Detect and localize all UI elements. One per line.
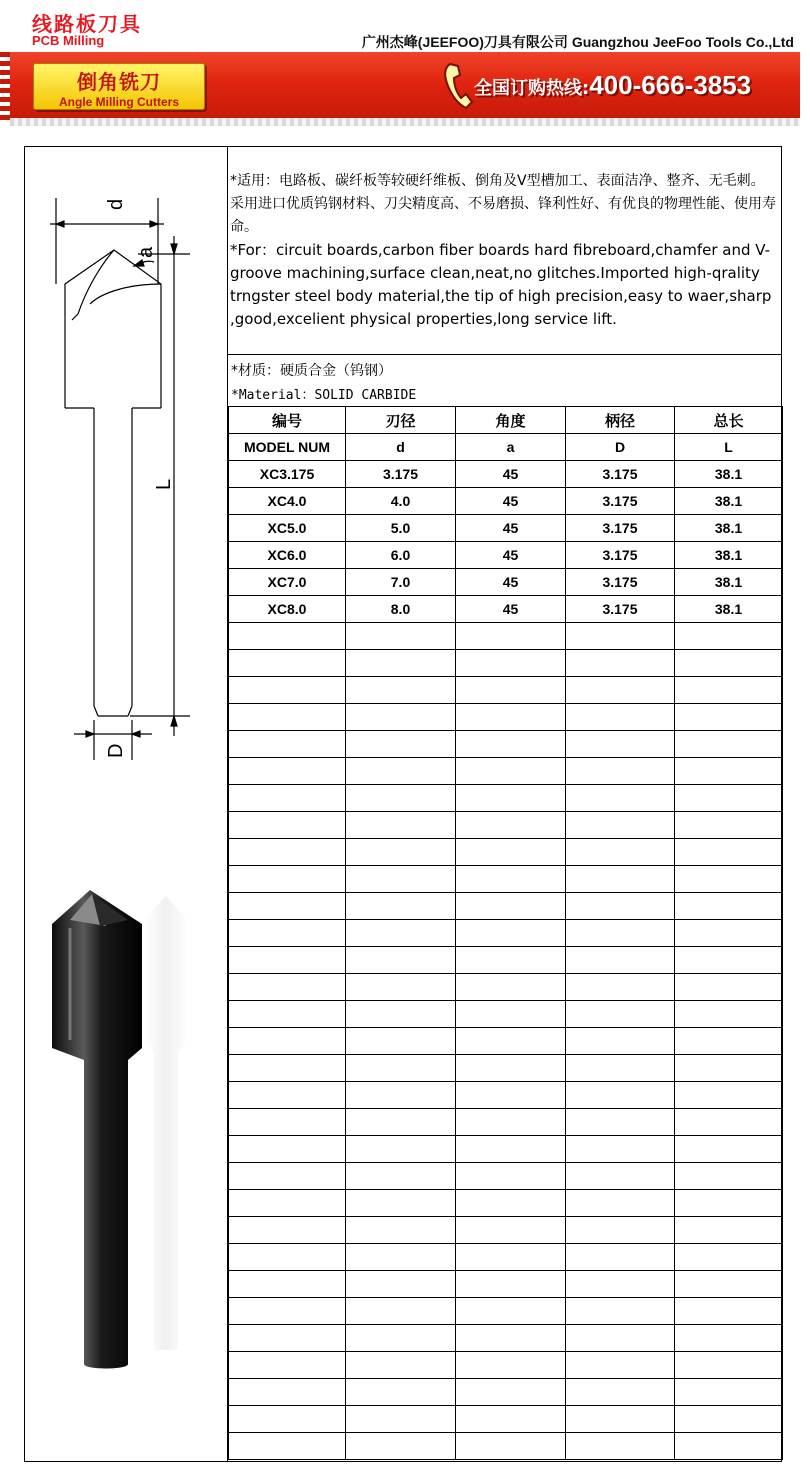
header-cell: 柄径 <box>566 407 675 434</box>
empty-cell <box>346 1028 456 1055</box>
empty-cell <box>566 1352 675 1379</box>
empty-cell <box>675 1190 783 1217</box>
empty-cell <box>566 1028 675 1055</box>
empty-cell <box>346 1244 456 1271</box>
empty-cell <box>566 1406 675 1433</box>
empty-cell <box>346 758 456 785</box>
table-cell: 7.0 <box>346 569 456 596</box>
empty-cell <box>456 758 566 785</box>
empty-cell <box>566 1163 675 1190</box>
table-cell: 45 <box>456 542 566 569</box>
table-cell: 3.175 <box>566 488 675 515</box>
empty-cell <box>566 1325 675 1352</box>
empty-row <box>229 1298 783 1325</box>
empty-cell <box>346 1433 456 1460</box>
empty-cell <box>456 812 566 839</box>
empty-cell <box>566 731 675 758</box>
empty-cell <box>346 1055 456 1082</box>
empty-cell <box>566 1055 675 1082</box>
category-title-cn: 线路板刀具 <box>32 12 142 36</box>
empty-cell <box>346 1163 456 1190</box>
empty-cell <box>456 1325 566 1352</box>
table-row <box>229 542 783 569</box>
table-cell: 38.1 <box>675 461 783 488</box>
empty-cell <box>346 785 456 812</box>
empty-cell <box>675 758 783 785</box>
empty-cell <box>229 1325 346 1352</box>
empty-cell <box>346 812 456 839</box>
empty-row <box>229 974 783 1001</box>
header-cell: d <box>346 434 456 461</box>
empty-cell <box>346 1298 456 1325</box>
empty-cell <box>346 1352 456 1379</box>
table-cell: 3.175 <box>566 569 675 596</box>
product-name-cn: 倒角铣刀 <box>77 70 161 94</box>
empty-cell <box>456 1028 566 1055</box>
empty-cell <box>566 704 675 731</box>
header-cell: a <box>456 434 566 461</box>
empty-cell <box>229 1244 346 1271</box>
empty-cell <box>346 677 456 704</box>
empty-row <box>229 731 783 758</box>
empty-cell <box>566 1109 675 1136</box>
empty-cell <box>566 1433 675 1460</box>
empty-cell <box>456 1298 566 1325</box>
empty-cell <box>229 650 346 677</box>
empty-cell <box>456 866 566 893</box>
table-cell: 3.175 <box>566 542 675 569</box>
empty-cell <box>566 920 675 947</box>
empty-row <box>229 947 783 974</box>
empty-cell <box>456 1379 566 1406</box>
empty-cell <box>229 1055 346 1082</box>
table-header-cn <box>229 407 783 434</box>
hotline <box>474 70 751 101</box>
table-cell: 45 <box>456 596 566 623</box>
description-en: *For：circuit boards,carbon fiber boards hard fibreboard,chamfer and V-groove machining,surface clean,neat,no glitches.Imported high-qrality trngster steel body material,the tip of high precision,easy to waer,sharp ,good,excelient physical properties,long service lift. <box>230 241 772 328</box>
empty-cell <box>456 1271 566 1298</box>
empty-cell <box>456 650 566 677</box>
description-cn: *适用：电路板、碳纤板等较硬纤维板、倒角及V型槽加工、表面洁净、整齐、无毛刺。采用进口优质钨钢材料、刀尖精度高、不易磨损、锋利性好、有优良的物理性能、使用寿命。 <box>230 173 776 235</box>
table-cell: 38.1 <box>675 488 783 515</box>
table-cell: XC6.0 <box>229 542 346 569</box>
empty-row <box>229 1271 783 1298</box>
empty-row <box>229 1055 783 1082</box>
empty-cell <box>675 1055 783 1082</box>
empty-cell <box>229 974 346 1001</box>
header-cell: 编号 <box>229 407 346 434</box>
empty-cell <box>346 704 456 731</box>
empty-cell <box>346 1082 456 1109</box>
empty-cell <box>675 1109 783 1136</box>
empty-cell <box>346 920 456 947</box>
empty-row <box>229 866 783 893</box>
empty-row <box>229 1001 783 1028</box>
empty-cell <box>456 839 566 866</box>
label-D: D <box>105 743 127 758</box>
empty-cell <box>456 920 566 947</box>
empty-cell <box>229 1379 346 1406</box>
empty-cell <box>675 1136 783 1163</box>
empty-cell <box>229 839 346 866</box>
empty-cell <box>456 1082 566 1109</box>
table-cell: XC3.175 <box>229 461 346 488</box>
empty-cell <box>456 731 566 758</box>
empty-row <box>229 1082 783 1109</box>
empty-cell <box>346 650 456 677</box>
empty-row <box>229 1244 783 1271</box>
empty-cell <box>675 893 783 920</box>
table-cell: 3.175 <box>566 596 675 623</box>
empty-cell <box>456 785 566 812</box>
table-cell: 38.1 <box>675 515 783 542</box>
empty-row <box>229 677 783 704</box>
empty-cell <box>346 947 456 974</box>
empty-row <box>229 1163 783 1190</box>
empty-cell <box>566 1379 675 1406</box>
empty-cell <box>675 812 783 839</box>
empty-cell <box>346 839 456 866</box>
empty-cell <box>675 1163 783 1190</box>
empty-cell <box>229 731 346 758</box>
empty-row <box>229 1217 783 1244</box>
table-row <box>229 596 783 623</box>
empty-cell <box>346 974 456 1001</box>
empty-cell <box>346 623 456 650</box>
empty-cell <box>456 1001 566 1028</box>
header-cell: D <box>566 434 675 461</box>
empty-cell <box>229 1217 346 1244</box>
hotline-number: 400-666-3853 <box>589 70 752 100</box>
empty-cell <box>456 1217 566 1244</box>
empty-cell <box>675 1244 783 1271</box>
empty-cell <box>229 920 346 947</box>
empty-row <box>229 1379 783 1406</box>
empty-cell <box>229 1298 346 1325</box>
empty-cell <box>675 1271 783 1298</box>
empty-cell <box>456 1109 566 1136</box>
table-cell: 45 <box>456 515 566 542</box>
empty-cell <box>229 893 346 920</box>
table-cell: 3.175 <box>566 515 675 542</box>
empty-cell <box>675 920 783 947</box>
empty-row <box>229 704 783 731</box>
table-cell: 3.175 <box>346 461 456 488</box>
empty-row <box>229 650 783 677</box>
empty-cell <box>675 731 783 758</box>
empty-cell <box>566 812 675 839</box>
empty-row <box>229 1190 783 1217</box>
table-row <box>229 461 783 488</box>
empty-cell <box>456 1352 566 1379</box>
empty-row <box>229 1136 783 1163</box>
empty-cell <box>566 866 675 893</box>
table-cell: XC4.0 <box>229 488 346 515</box>
empty-row <box>229 812 783 839</box>
empty-cell <box>675 650 783 677</box>
product-description <box>230 170 778 331</box>
empty-cell <box>456 1055 566 1082</box>
empty-cell <box>229 758 346 785</box>
empty-cell <box>229 1109 346 1136</box>
table-row <box>229 515 783 542</box>
table-header-en <box>229 434 783 461</box>
empty-row <box>229 920 783 947</box>
empty-cell <box>346 1271 456 1298</box>
empty-cell <box>675 1001 783 1028</box>
empty-cell <box>566 1190 675 1217</box>
material-separator <box>228 354 782 355</box>
material-cn: *材质：硬质合金（钨钢） <box>231 363 392 379</box>
empty-cell <box>566 893 675 920</box>
empty-cell <box>675 1433 783 1460</box>
empty-row <box>229 785 783 812</box>
empty-row <box>229 758 783 785</box>
empty-cell <box>675 785 783 812</box>
empty-cell <box>229 947 346 974</box>
product-name-en: Angle Milling Cutters <box>59 95 179 109</box>
empty-cell <box>229 623 346 650</box>
empty-cell <box>456 974 566 1001</box>
hotline-label: 全国订购热线: <box>474 78 590 99</box>
empty-cell <box>229 1001 346 1028</box>
table-cell: 3.175 <box>566 461 675 488</box>
header-cell: 角度 <box>456 407 566 434</box>
empty-row <box>229 1028 783 1055</box>
empty-cell <box>675 947 783 974</box>
phone-icon <box>442 60 476 112</box>
empty-cell <box>229 785 346 812</box>
material-en: *Material：SOLID CARBIDE <box>231 388 417 403</box>
empty-cell <box>229 1136 346 1163</box>
empty-cell <box>346 731 456 758</box>
table-row <box>229 569 783 596</box>
table-cell: 38.1 <box>675 569 783 596</box>
empty-cell <box>675 1028 783 1055</box>
empty-cell <box>229 1406 346 1433</box>
empty-cell <box>675 839 783 866</box>
empty-cell <box>675 1325 783 1352</box>
empty-cell <box>566 1271 675 1298</box>
table-row <box>229 488 783 515</box>
empty-cell <box>675 704 783 731</box>
header-cell: 总长 <box>675 407 783 434</box>
empty-cell <box>456 893 566 920</box>
empty-cell <box>566 974 675 1001</box>
empty-row <box>229 1406 783 1433</box>
empty-cell <box>456 947 566 974</box>
empty-cell <box>675 1217 783 1244</box>
company-name: 广州杰峰(JEEFOO)刀具有限公司 Guangzhou JeeFoo Tools Co.,Ltd <box>361 34 794 50</box>
empty-cell <box>456 1433 566 1460</box>
empty-cell <box>346 1406 456 1433</box>
table-cell: 6.0 <box>346 542 456 569</box>
empty-cell <box>675 1379 783 1406</box>
empty-cell <box>456 1163 566 1190</box>
table-cell: 38.1 <box>675 596 783 623</box>
banner-bottom-decoration <box>10 118 800 126</box>
empty-cell <box>675 866 783 893</box>
table-cell: 8.0 <box>346 596 456 623</box>
empty-cell <box>566 1298 675 1325</box>
empty-cell <box>566 1001 675 1028</box>
header-cell: 刃径 <box>346 407 456 434</box>
table-cell: 4.0 <box>346 488 456 515</box>
category-title-en: PCB Milling <box>32 33 105 48</box>
empty-cell <box>675 623 783 650</box>
empty-cell <box>346 1325 456 1352</box>
empty-cell <box>566 677 675 704</box>
table-cell: 38.1 <box>675 542 783 569</box>
table-cell: 45 <box>456 488 566 515</box>
empty-cell <box>566 947 675 974</box>
empty-cell <box>229 677 346 704</box>
empty-row <box>229 623 783 650</box>
empty-row <box>229 1109 783 1136</box>
empty-cell <box>456 704 566 731</box>
label-d: d <box>105 198 127 210</box>
empty-cell <box>675 1082 783 1109</box>
empty-cell <box>566 623 675 650</box>
empty-cell <box>456 1136 566 1163</box>
product-badge <box>33 63 205 110</box>
empty-cell <box>456 1406 566 1433</box>
empty-cell <box>566 1217 675 1244</box>
header-cell: MODEL NUM <box>229 434 346 461</box>
product-photo <box>40 880 190 1380</box>
empty-cell <box>566 839 675 866</box>
table-cell: 45 <box>456 461 566 488</box>
empty-cell <box>229 1190 346 1217</box>
empty-cell <box>675 677 783 704</box>
empty-cell <box>229 1271 346 1298</box>
empty-cell <box>346 893 456 920</box>
empty-cell <box>229 812 346 839</box>
empty-cell <box>229 1352 346 1379</box>
empty-cell <box>566 785 675 812</box>
table-cell: 5.0 <box>346 515 456 542</box>
empty-cell <box>456 1244 566 1271</box>
empty-cell <box>456 623 566 650</box>
empty-cell <box>346 866 456 893</box>
empty-cell <box>229 866 346 893</box>
empty-cell <box>346 1136 456 1163</box>
empty-cell <box>346 1217 456 1244</box>
empty-cell <box>566 1082 675 1109</box>
empty-row <box>229 1352 783 1379</box>
empty-cell <box>566 1244 675 1271</box>
table-cell: 45 <box>456 569 566 596</box>
empty-cell <box>346 1190 456 1217</box>
empty-cell <box>675 1298 783 1325</box>
empty-cell <box>229 704 346 731</box>
empty-cell <box>456 677 566 704</box>
table-cell: XC7.0 <box>229 569 346 596</box>
technical-drawing <box>30 180 190 760</box>
label-L: L <box>153 478 175 490</box>
empty-row <box>229 1325 783 1352</box>
empty-cell <box>229 1082 346 1109</box>
empty-cell <box>566 1136 675 1163</box>
empty-cell <box>229 1163 346 1190</box>
empty-cell <box>675 1352 783 1379</box>
empty-cell <box>456 1190 566 1217</box>
header-cell: L <box>675 434 783 461</box>
table-cell: XC5.0 <box>229 515 346 542</box>
label-a: a <box>135 246 157 258</box>
empty-row <box>229 1433 783 1460</box>
empty-cell <box>566 650 675 677</box>
empty-cell <box>675 974 783 1001</box>
empty-cell <box>229 1028 346 1055</box>
empty-cell <box>346 1109 456 1136</box>
empty-cell <box>675 1406 783 1433</box>
table-cell: XC8.0 <box>229 596 346 623</box>
empty-cell <box>566 758 675 785</box>
empty-cell <box>229 1433 346 1460</box>
spec-table <box>228 406 783 1460</box>
empty-cell <box>346 1379 456 1406</box>
empty-row <box>229 893 783 920</box>
empty-cell <box>346 1001 456 1028</box>
empty-row <box>229 839 783 866</box>
